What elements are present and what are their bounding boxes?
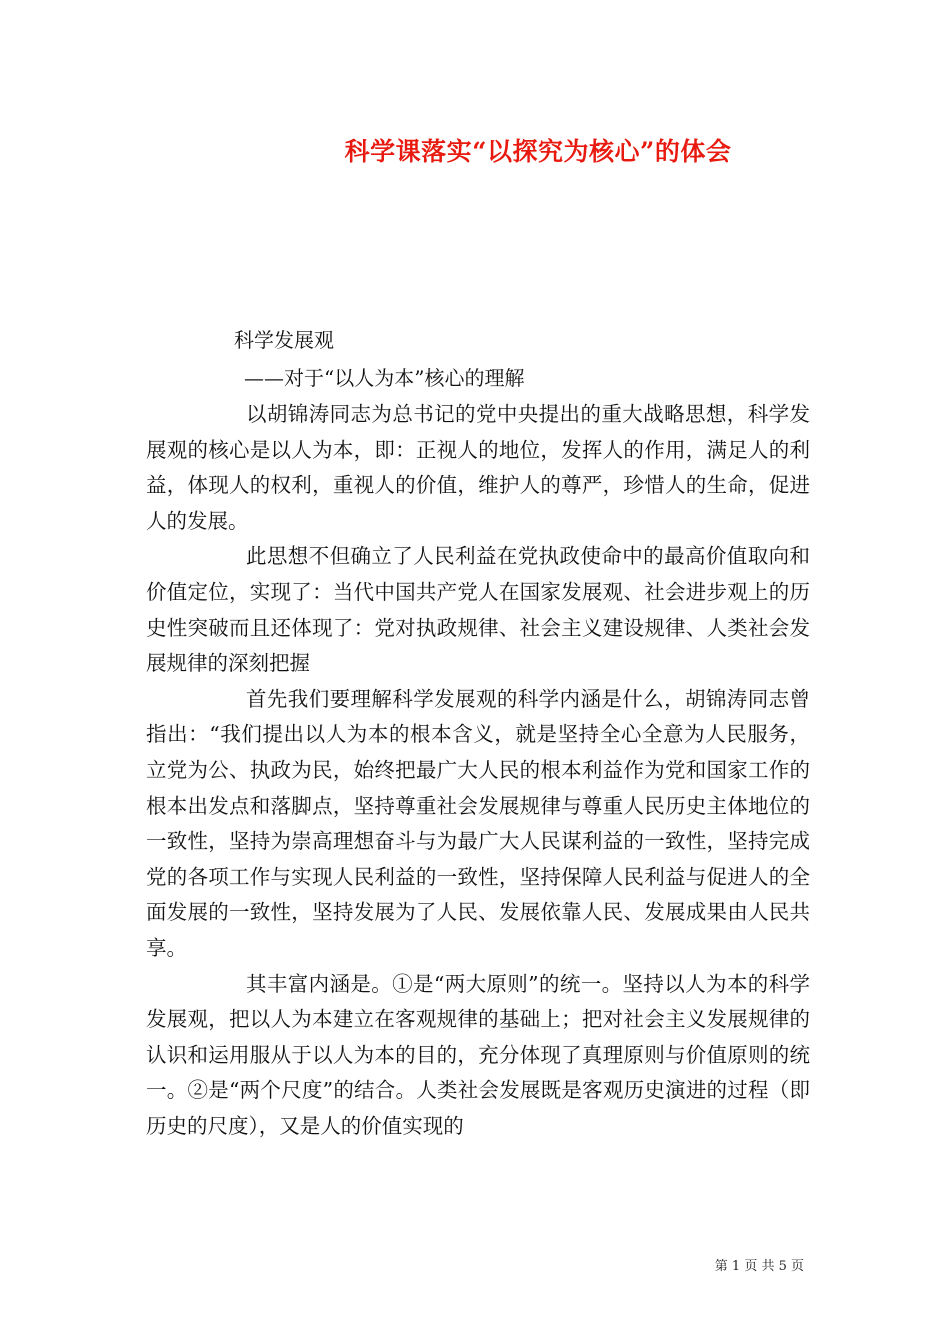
- paragraph-2: 此思想不但确立了人民利益在党执政使命中的最高价值取向和价值定位，实现了：当代中国共产党人在国家发展观、社会进步观上的历史性突破而且还体现了：党对执政规律、社会主义建设规律、人类社会发展规律的深刻把握: [146, 544, 810, 676]
- page-number: 第 1 页 共 5 页: [714, 1259, 804, 1274]
- document-body: [146, 397, 810, 1144]
- paragraph-4: 其丰富内涵是。①是“两大原则”的统一。坚持以人为本的科学发展观，把以人为本建立在客观规律的基础上；把对社会主义发展规律的认识和运用服从于以人为本的目的，充分体现了真理原则与价值原则的统一。②是“两个尺度”的结合。人类社会发展既是客观历史演进的过程（即历史的尺度），又是人的价值实现的: [146, 971, 810, 1138]
- document-title: 科学课落实“以探究为核心”的体会: [344, 137, 732, 166]
- section-subtitle: ——对于“以人为本”核心的理解: [244, 366, 525, 390]
- paragraph-3: 首先我们要理解科学发展观的科学内涵是什么，胡锦涛同志曾指出：“我们提出以人为本的根本含义，就是坚持全心全意为人民服务，立党为公、执政为民，始终把最广大人民的根本利益作为党和国家工作的根本出发点和落脚点，坚持尊重社会发展规律与尊重人民历史主体地位的一致性，坚持为崇高理想奋斗与为最广大人民谋利益的一致性，坚持完成党的各项工作与实现人民利益的一致性，坚持保障人民利益与促进人的全面发展的一致性，坚持发展为了人民、发展依靠人民、发展成果由人民共享。: [146, 686, 810, 960]
- section-heading: 科学发展观: [234, 328, 334, 352]
- paragraph-1: 以胡锦涛同志为总书记的党中央提出的重大战略思想，科学发展观的核心是以人为本，即：正视人的地位，发挥人的作用，满足人的利益，体现人的权利，重视人的价值，维护人的尊严，珍惜人的生命，促进人的发展。: [146, 402, 810, 533]
